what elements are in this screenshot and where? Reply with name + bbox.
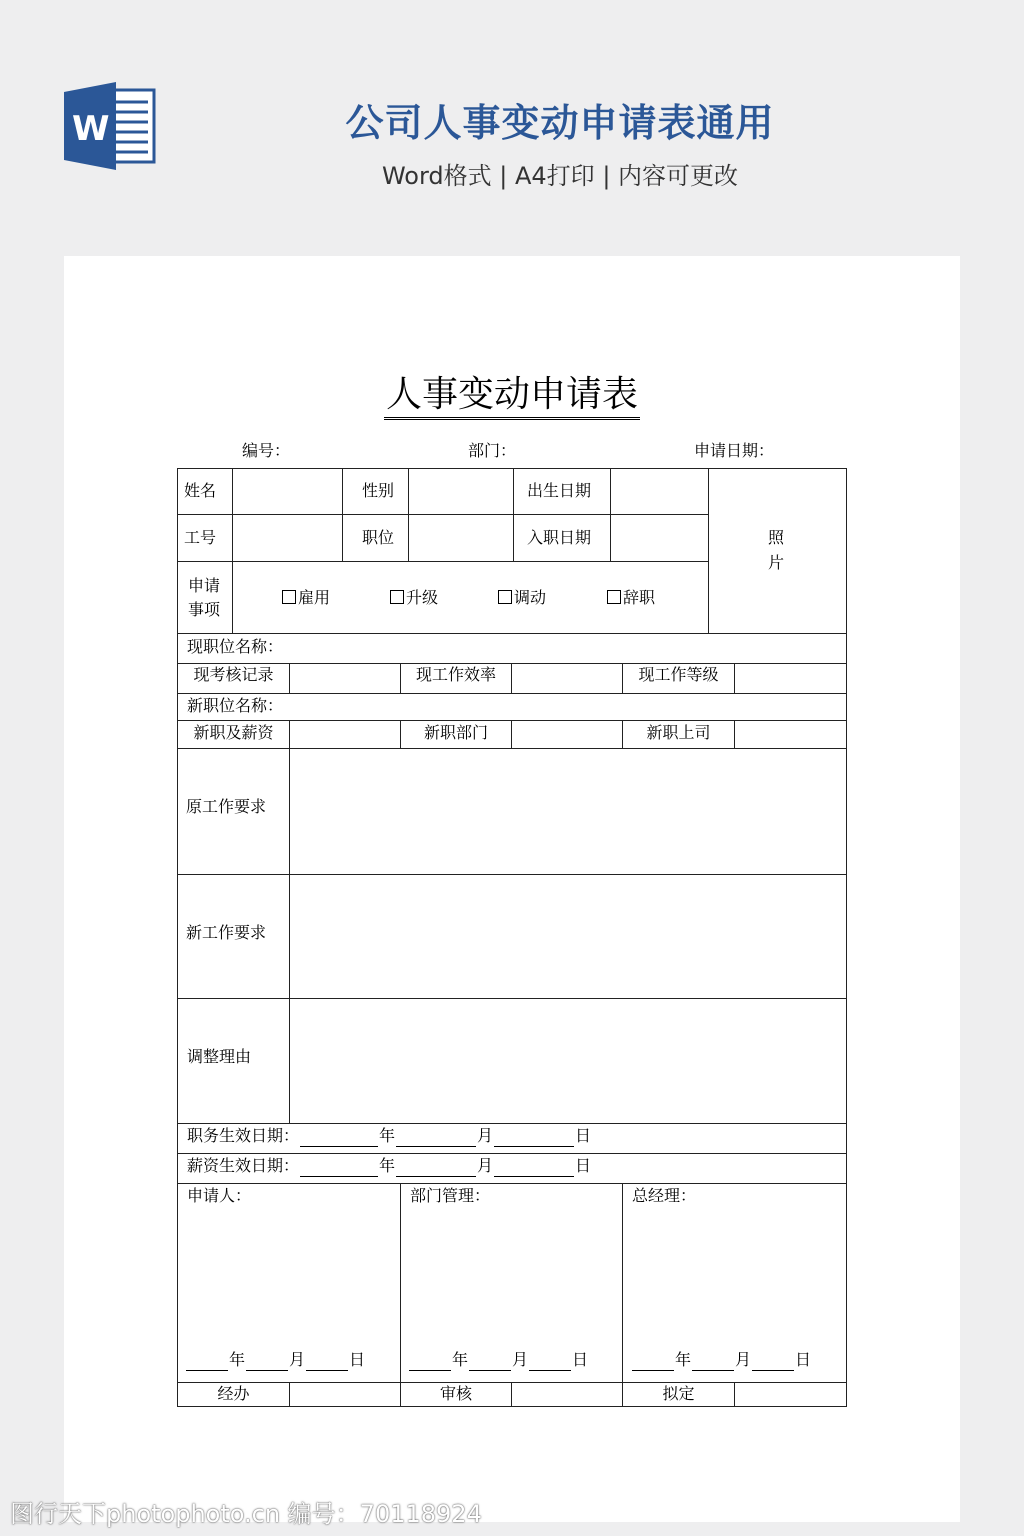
- checkbox-transfer[interactable]: [498, 590, 512, 604]
- label-job-no: 工号: [184, 528, 217, 547]
- meta-number: 编号：: [242, 441, 291, 460]
- label-applicant: 申请人：: [187, 1186, 252, 1205]
- label-reason: 调整理由: [187, 1047, 252, 1066]
- option-hire[interactable]: 雇用: [282, 588, 330, 609]
- header-subtitle: Word格式 | A4打印 | 内容可更改: [381, 162, 739, 190]
- input-reason[interactable]: [290, 999, 845, 1122]
- label-gm: 总经理：: [632, 1186, 697, 1205]
- input-old-requirements[interactable]: [290, 749, 845, 873]
- label-birth-date: 出生日期: [527, 481, 592, 500]
- document-title: 人事变动申请表: [0, 366, 1024, 417]
- checkbox-resign[interactable]: [607, 590, 621, 604]
- header-title: 公司人事变动申请表通用: [345, 101, 775, 145]
- watermark: 图行天下photophoto.cn 编号：70118924: [10, 1500, 482, 1528]
- input-assessment[interactable]: [290, 664, 400, 692]
- input-hire-date[interactable]: [611, 515, 707, 560]
- input-gender[interactable]: [409, 469, 512, 514]
- label-efficiency: 现工作效率: [415, 665, 496, 684]
- gm-date[interactable]: 年 月 日: [631, 1350, 811, 1371]
- label-old-requirements: 原工作要求: [186, 797, 267, 816]
- option-promote[interactable]: 升级: [390, 588, 438, 609]
- label-new-requirements: 新工作要求: [186, 923, 267, 942]
- input-new-supervisor[interactable]: [735, 721, 845, 747]
- input-drafted[interactable]: [735, 1383, 845, 1405]
- label-handled: 经办: [217, 1384, 250, 1403]
- label-photo-1: 照: [768, 528, 785, 547]
- checkbox-hire[interactable]: [282, 590, 296, 604]
- label-apply-1: 申请: [188, 576, 221, 595]
- word-icon-letter: W: [72, 109, 110, 149]
- word-icon: [64, 82, 156, 170]
- label-hire-date: 入职日期: [527, 528, 592, 547]
- label-apply-2: 事项: [188, 600, 221, 619]
- option-resign[interactable]: 辞职: [607, 588, 655, 609]
- label-reviewed: 审核: [439, 1384, 472, 1403]
- input-birth-date[interactable]: [611, 469, 707, 514]
- label-new-supervisor: 新职上司: [646, 723, 711, 742]
- label-new-salary: 新职及薪资: [193, 723, 274, 742]
- input-new-requirements[interactable]: [290, 875, 845, 997]
- label-current-position-name: 现职位名称：: [187, 637, 284, 656]
- label-name: 姓名: [184, 481, 217, 500]
- label-new-department: 新职部门: [423, 723, 488, 742]
- input-job-no[interactable]: [233, 515, 341, 560]
- label-level: 现工作等级: [638, 665, 719, 684]
- duty-effective-date[interactable]: 职务生效日期： 年 月 日: [187, 1126, 592, 1145]
- applicant-date[interactable]: 年 月 日: [185, 1350, 365, 1371]
- checkbox-promote[interactable]: [390, 590, 404, 604]
- input-efficiency[interactable]: [512, 664, 622, 692]
- label-gender: 性别: [362, 481, 395, 500]
- dept-manager-date[interactable]: 年 月 日: [408, 1350, 588, 1371]
- label-dept-manager: 部门管理：: [410, 1186, 491, 1205]
- option-transfer[interactable]: 调动: [498, 588, 546, 609]
- input-reviewed[interactable]: [512, 1383, 622, 1405]
- label-assessment: 现考核记录: [193, 665, 274, 684]
- label-new-position-name: 新职位名称：: [187, 696, 284, 715]
- input-new-department[interactable]: [512, 721, 622, 747]
- input-handled[interactable]: [290, 1383, 400, 1405]
- label-photo-2: 片: [768, 553, 785, 572]
- label-position: 职位: [362, 528, 395, 547]
- input-name[interactable]: [233, 469, 341, 514]
- input-position[interactable]: [409, 515, 512, 560]
- input-new-salary[interactable]: [290, 721, 400, 747]
- label-drafted: 拟定: [662, 1384, 695, 1403]
- input-level[interactable]: [735, 664, 845, 692]
- salary-effective-date[interactable]: 薪资生效日期： 年 月 日: [187, 1156, 592, 1175]
- meta-date: 申请日期：: [694, 441, 775, 460]
- meta-department: 部门：: [468, 441, 517, 460]
